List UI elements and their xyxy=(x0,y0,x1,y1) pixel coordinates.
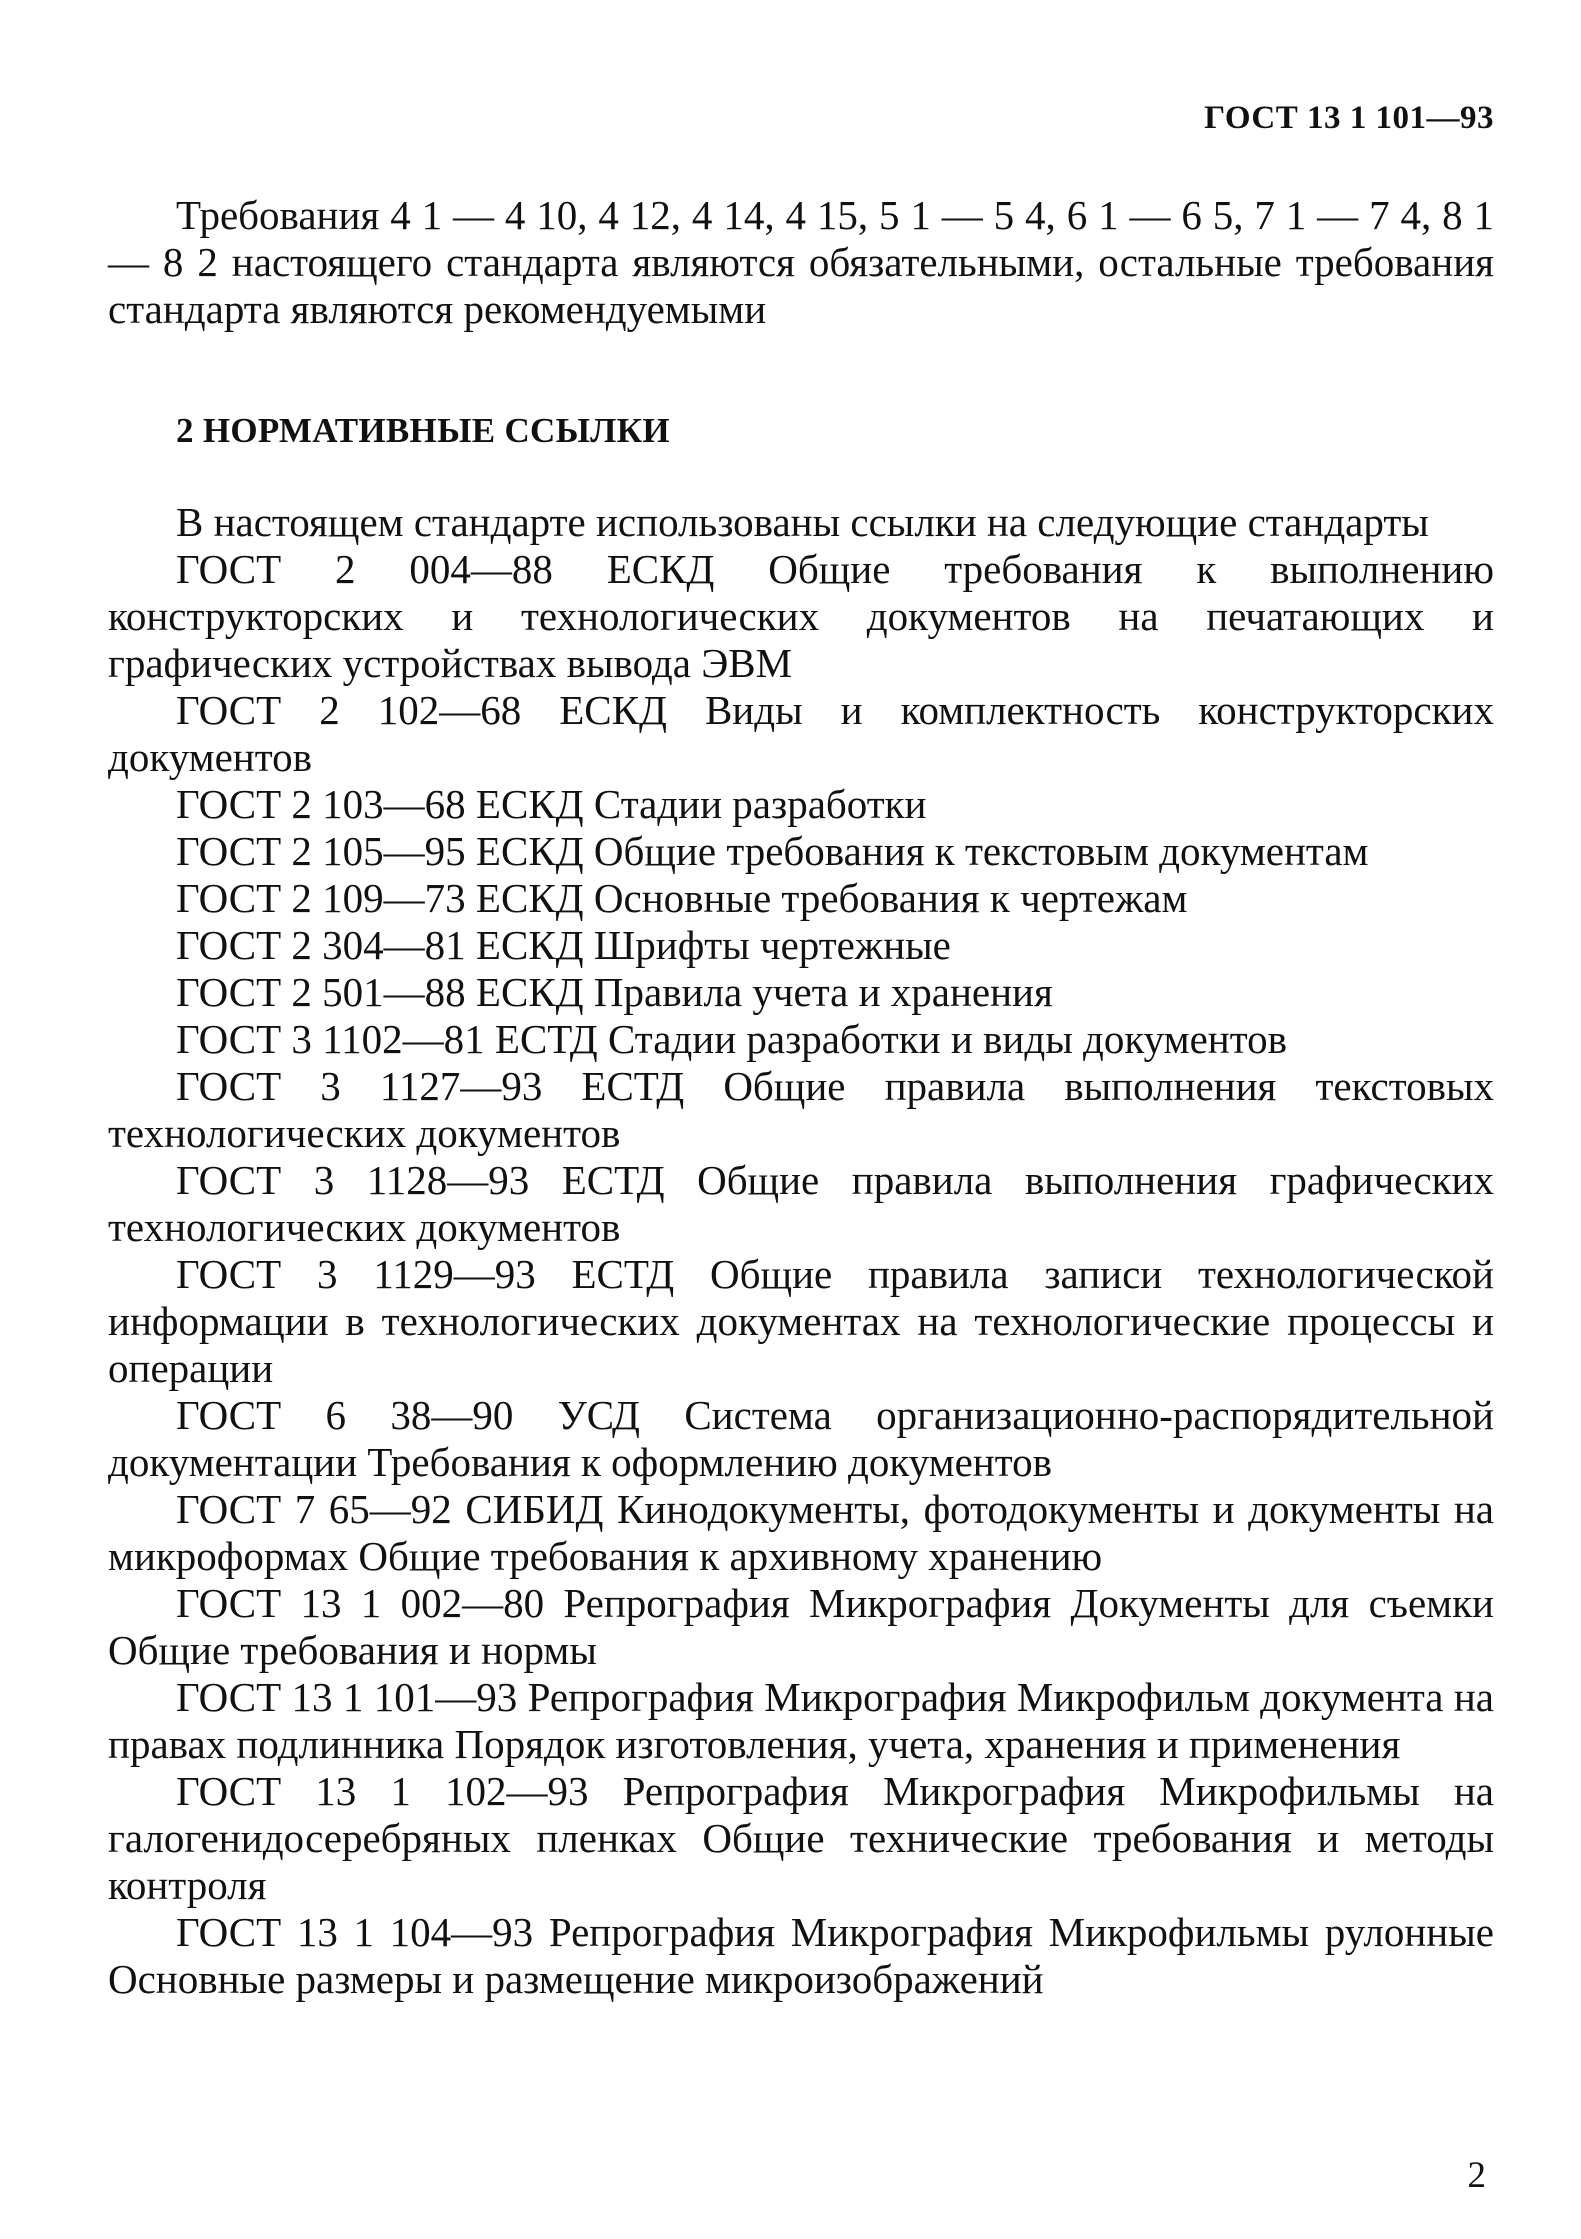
reference-item: ГОСТ 3 1129—93 ЕСТД Общие правила записи технологической информации в технологических документах на технологические процессы и операции xyxy=(108,1251,1494,1391)
page-number: 2 xyxy=(1467,2155,1486,2196)
document-body xyxy=(108,192,1494,2003)
reference-item: ГОСТ 2 102—68 ЕСКД Виды и комплектность конструкторских документов xyxy=(108,687,1494,780)
reference-item: ГОСТ 3 1128—93 ЕСТД Общие правила выполнения графических технологических документов xyxy=(108,1157,1494,1250)
reference-item: ГОСТ 2 103—68 ЕСКД Стадии разработки xyxy=(176,781,927,827)
section-lead-paragraph: В настоящем стандарте использованы ссылки на следующие стандарты xyxy=(176,499,1429,545)
reference-item: ГОСТ 3 1127—93 ЕСТД Общие правила выполнения текстовых технологических документов xyxy=(108,1063,1494,1156)
reference-item: ГОСТ 6 38—90 УСД Система организационно-распорядительной документации Требования к оформлению документов xyxy=(108,1392,1494,1485)
document-page xyxy=(108,0,1494,2239)
document-code-header: ГОСТ 13 1 101—93 xyxy=(1204,100,1494,136)
reference-item: ГОСТ 2 501—88 ЕСКД Правила учета и хранения xyxy=(176,969,1053,1015)
intro-paragraph: Требования 4 1 — 4 10, 4 12, 4 14, 4 15, 5 1 — 5 4, 6 1 — 6 5, 7 1 — 7 4, 8 1 — 8 2 настоящего стандарта являются обязательными, остальные требования стандарта являются рекомендуемыми xyxy=(108,192,1494,332)
reference-item: ГОСТ 13 1 002—80 Репрография Микрография Документы для съемки Общие требования и нормы xyxy=(108,1580,1494,1673)
reference-item: ГОСТ 13 1 104—93 Репрография Микрография Микрофильмы рулонные Основные размеры и размещение микроизображений xyxy=(108,1909,1494,2002)
reference-item: ГОСТ 7 65—92 СИБИД Кинодокументы, фотодокументы и документы на микроформах Общие требования к архивному хранению xyxy=(108,1486,1494,1579)
reference-item: ГОСТ 3 1102—81 ЕСТД Стадии разработки и виды документов xyxy=(176,1016,1287,1062)
reference-item: ГОСТ 2 105—95 ЕСКД Общие требования к текстовым документам xyxy=(176,828,1369,874)
reference-item: ГОСТ 13 1 101—93 Репрография Микрография Микрофильм документа на правах подлинника Порядок изготовления, учета, хранения и применения xyxy=(108,1674,1494,1767)
reference-item: ГОСТ 2 004—88 ЕСКД Общие требования к выполнению конструкторских и технологических документов на печатающих и графических устройствах вывода ЭВМ xyxy=(108,546,1494,686)
reference-item: ГОСТ 13 1 102—93 Репрография Микрография Микрофильмы на галогенидосеребряных пленках Общие технические требования и методы контроля xyxy=(108,1768,1494,1908)
section-heading: 2 НОРМАТИВНЫЕ ССЫЛКИ xyxy=(176,411,670,450)
reference-item: ГОСТ 2 304—81 ЕСКД Шрифты чертежные xyxy=(176,922,951,968)
reference-item: ГОСТ 2 109—73 ЕСКД Основные требования к чертежам xyxy=(176,875,1188,921)
reference-list xyxy=(108,546,1494,2003)
